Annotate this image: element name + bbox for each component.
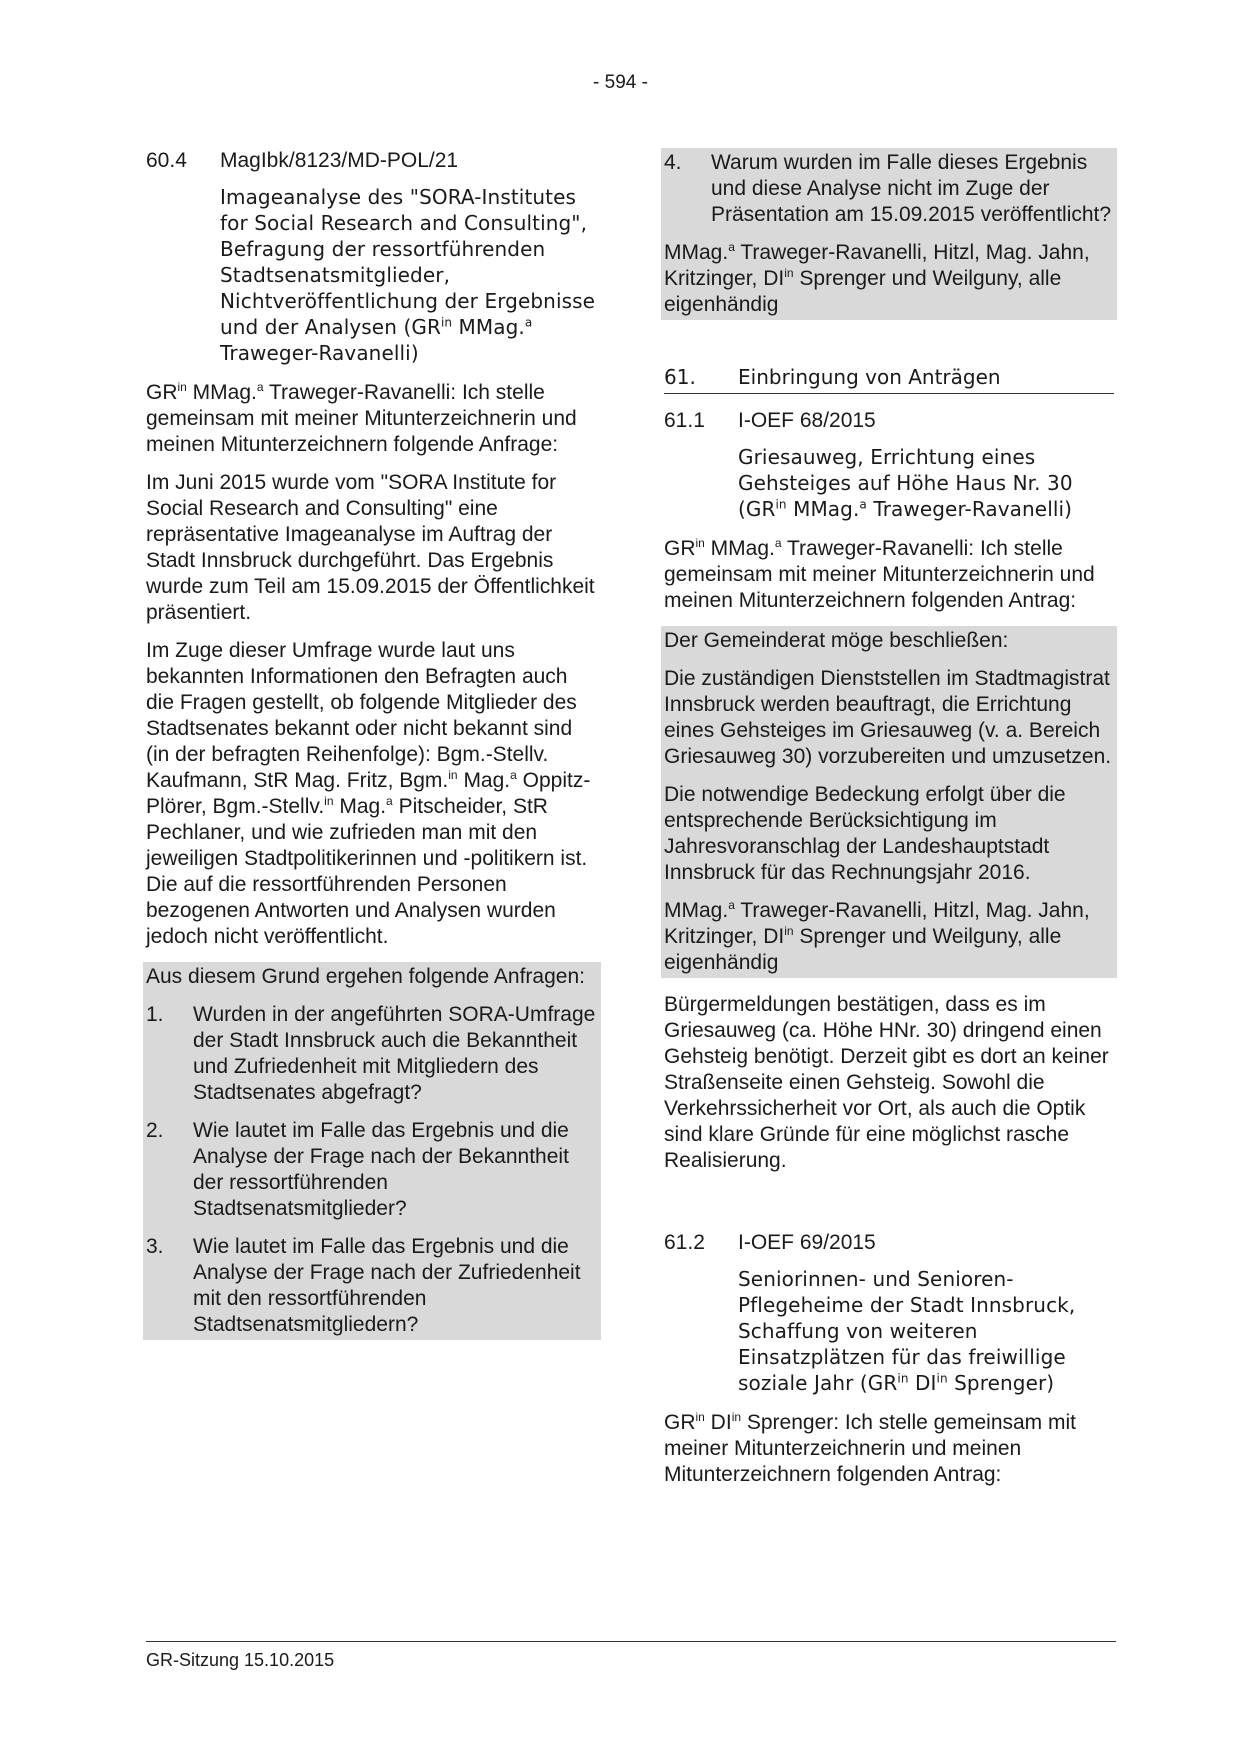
question-number: 3. bbox=[146, 1235, 164, 1258]
motion-paragraph: Die notwendige Bedeckung erfolgt über die entsprechende Berücksichtigung im Jahresvoranschlag der Landeshauptstadt Innsbruck für das Rechnungsjahr 2016. bbox=[664, 783, 1066, 884]
inquiry-paragraph: Im Juni 2015 wurde vom "SORA Institute for Social Research and Consulting" eine repräsentative Imageanalyse im Auftrag der Stadt Innsbruck durchgeführt. Das Ergebnis wurde zum Teil am 15.09.2015 der Öffentlichkeit präsentiert. bbox=[146, 471, 595, 624]
page-footer bbox=[146, 1641, 1116, 1671]
item-title: Seniorinnen- und Senioren-Pflegeheime der Stadt Innsbruck, Schaffung von weiteren Einsatzplätzen für das freiwillige soziale Jahr ($GR^{in}$ $DI^{in}$ Sprenger) bbox=[738, 1267, 1076, 1395]
item-reference: I-OEF 69/2015 bbox=[738, 1231, 876, 1254]
question-4-box bbox=[661, 148, 1117, 320]
item-61-1-header bbox=[664, 408, 1114, 434]
item-60-4-header bbox=[146, 148, 598, 174]
question-number: 4. bbox=[664, 151, 682, 174]
motion-intro: $GR^{in}$ $DI^{in}$ Sprenger: Ich stelle gemeinsam mit meiner Mitunterzeichnerin und meinen Mitunterzeichnern folgenden Antrag: bbox=[664, 1410, 1077, 1486]
question-text: Wie lautet im Falle das Ergebnis und die Analyse der Frage nach der Zufriedenheit mit den ressortführenden Stadtsenatsmitgliedern? bbox=[193, 1235, 581, 1336]
questions-box bbox=[143, 962, 601, 1340]
motion-heading: Der Gemeinderat möge beschließen: bbox=[664, 629, 1009, 652]
signatures: MMag.$^a$ Traweger-Ravanelli, Hitzl, Mag. Jahn, Kritzinger, $DI^{in}$ Sprenger und Weilguny, alle eigenhändig bbox=[664, 898, 1090, 974]
question-item bbox=[146, 1002, 598, 1106]
item-reference: MagIbk/8123/MD-POL/21 bbox=[220, 149, 459, 172]
inquiry-paragraph: Im Zuge dieser Umfrage wurde laut uns bekannten Informationen den Befragten auch die Fragen gestellt, ob folgende Mitglieder des Stadtsenates bekannt oder nicht bekannt sind (in der befragten Reihenfolge): Bgm.-Stellv. Kaufmann, StR Mag. Fritz, Bgm.$^{in}$ Mag.$^a$ Oppitz-Plörer, Bgm.-Stellv.$^{in}$ Mag.$^a$ Pitscheider, StR Pechlaner, und wie zufrieden man mit den jeweiligen Stadtpolitikerinnen und -politikern ist. Die auf die ressortführenden Personen bezogenen Antworten und Analysen wurden jedoch nicht veröffentlicht. bbox=[146, 639, 591, 948]
item-number: 61.2 bbox=[664, 1231, 705, 1254]
question-item bbox=[146, 1118, 598, 1222]
motion-reason: Bürgermeldungen bestätigen, dass es im Griesauweg (ca. Höhe HNr. 30) dringend einen Gehsteig benötigt. Derzeit gibt es dort an keiner Straßenseite einen Gehsteig. Sowohl die Verkehrssicherheit vor Ort, als auch die Optik sind klare Gründe für eine möglichst rasche Realisierung. bbox=[664, 993, 1109, 1172]
section-number: 61. bbox=[664, 365, 696, 389]
question-number: 1. bbox=[146, 1003, 164, 1026]
item-number: 60.4 bbox=[146, 149, 187, 172]
question-item bbox=[146, 1234, 598, 1338]
item-number: 61.1 bbox=[664, 409, 705, 432]
motion-box bbox=[661, 626, 1117, 978]
question-number: 2. bbox=[146, 1119, 164, 1142]
question-text: Wurden in der angeführten SORA-Umfrage der Stadt Innsbruck auch die Bekanntheit und Zufriedenheit mit Mitgliedern des Stadtsenates abgefragt? bbox=[193, 1003, 596, 1104]
section-title: Einbringung von Anträgen bbox=[738, 365, 1001, 389]
question-item bbox=[664, 150, 1114, 228]
motion-paragraph: Die zuständigen Dienststellen im Stadtmagistrat Innsbruck werden beauftragt, die Errichtung eines Gehsteiges im Griesauweg (v. a. Bereich Griesauweg 30) vorzubereiten und umzusetzen. bbox=[664, 667, 1112, 768]
left-column bbox=[146, 148, 598, 1340]
item-61-2-header bbox=[664, 1230, 1114, 1256]
question-text: Wie lautet im Falle das Ergebnis und die Analyse der Frage nach der Bekanntheit der ressortführenden Stadtsenatsmitglieder? bbox=[193, 1119, 569, 1220]
item-reference: I-OEF 68/2015 bbox=[738, 409, 876, 432]
page-number: - 594 - bbox=[593, 72, 648, 93]
question-text: Warum wurden im Falle dieses Ergebnis und diese Analyse nicht im Zuge der Präsentation am 15.09.2015 veröffentlicht? bbox=[711, 151, 1112, 226]
questions-intro: Aus diesem Grund ergehen folgende Anfragen: bbox=[146, 965, 585, 988]
footer-text: GR-Sitzung 15.10.2015 bbox=[146, 1650, 335, 1670]
motion-intro: $GR^{in}$ MMag.$^a$ Traweger-Ravanelli: Ich stelle gemeinsam mit meiner Mitunterzeichnerin und meinen Mitunterzeichnern folgenden Antrag: bbox=[664, 536, 1095, 612]
item-title: Griesauweg, Errichtung eines Gehsteiges auf Höhe Haus Nr. 30 ($GR^{in}$ MMag.$^a$ Traweger-Ravanelli) bbox=[738, 445, 1073, 521]
section-heading bbox=[664, 364, 1114, 394]
signatures: MMag.$^a$ Traweger-Ravanelli, Hitzl, Mag. Jahn, Kritzinger, $DI^{in}$ Sprenger und Weilguny, alle eigenhändig bbox=[664, 240, 1090, 316]
inquiry-intro: $GR^{in}$ MMag.$^a$ Traweger-Ravanelli: Ich stelle gemeinsam mit meiner Mitunterzeichnerin und meinen Mitunterzeichnern folgende Anfrage: bbox=[146, 380, 577, 456]
item-title: Imageanalyse des "SORA-Institutes for Social Research and Consulting", Befragung der ressortführenden Stadtsenatsmitglieder, Nichtveröffentlichung der Ergebnisse und der Analysen ($GR^{in}$ MMag.$^a$ Traweger-Ravanelli) bbox=[220, 185, 596, 365]
right-column bbox=[664, 148, 1114, 1500]
